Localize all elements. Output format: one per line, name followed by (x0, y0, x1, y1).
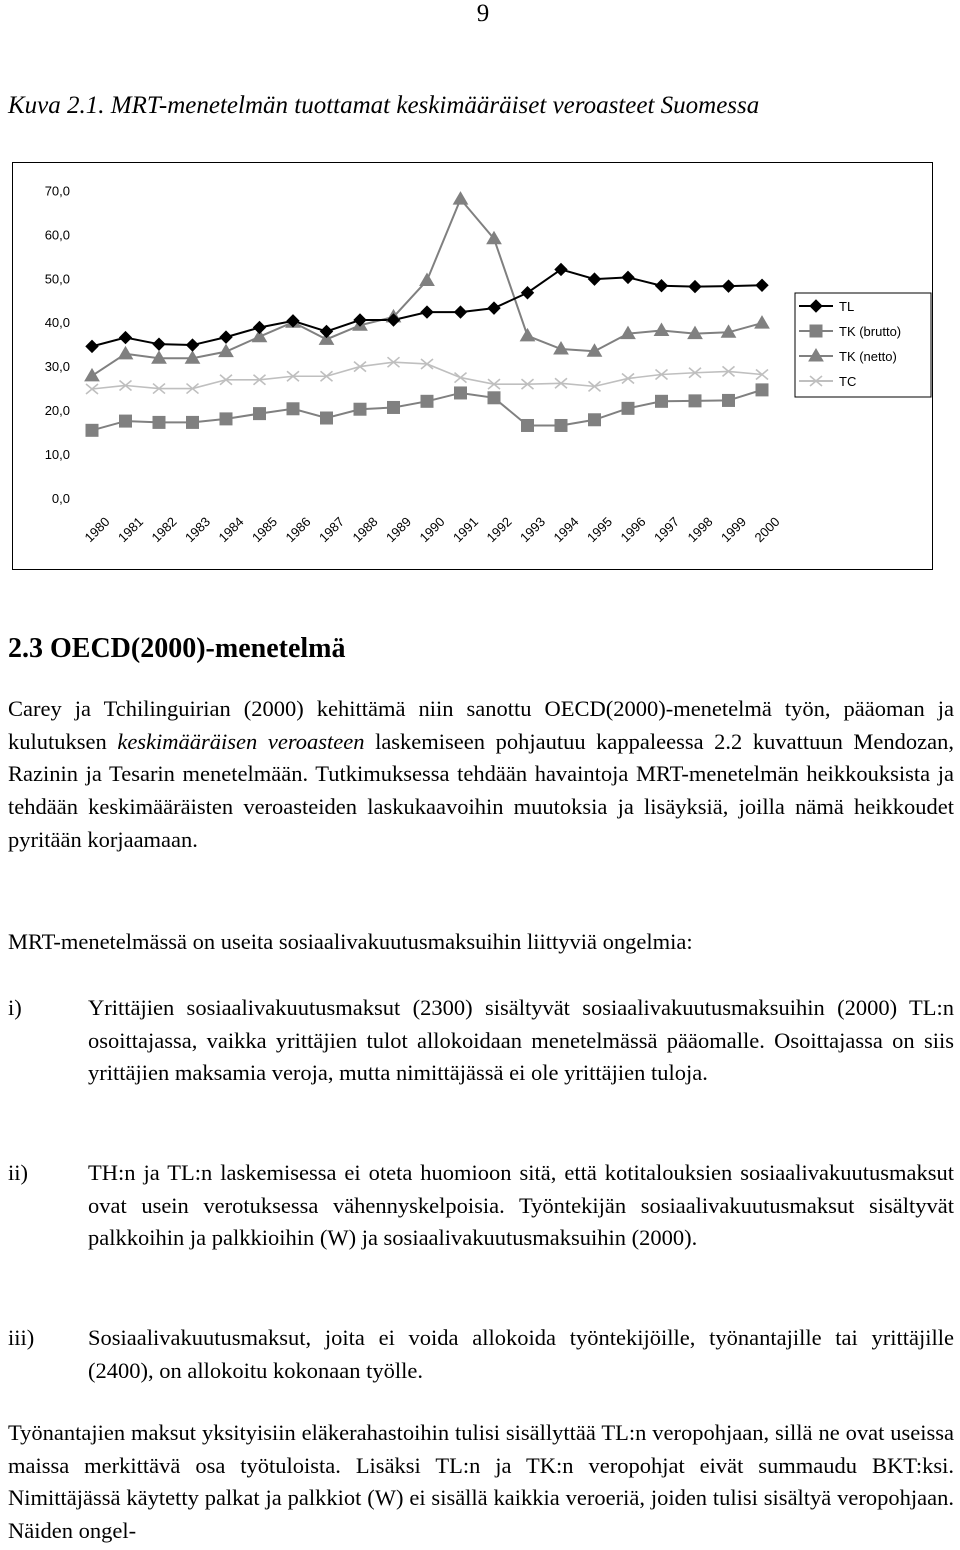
line-chart (13, 163, 934, 571)
list-marker-ii: ii) (8, 1160, 28, 1185)
x-tick-label: 1989 (383, 514, 415, 546)
y-tick-label: 40,0 (44, 315, 70, 331)
x-tick-label: 1994 (550, 514, 582, 546)
data-point (488, 302, 500, 314)
data-point (755, 316, 769, 328)
figure-caption: Kuva 2.1. MRT-menetelmän tuottamat keskimääräiset veroasteet Suomessa (8, 92, 760, 119)
paragraph-1 (8, 693, 954, 857)
data-point (153, 416, 165, 428)
data-point (119, 347, 133, 359)
legend-label: TL (839, 299, 855, 314)
x-tick-label: 1983 (182, 514, 214, 546)
x-tick-label: 1986 (282, 514, 314, 546)
data-point (220, 331, 232, 343)
data-point (522, 419, 534, 431)
y-tick-label: 10,0 (44, 447, 70, 463)
data-point (254, 321, 266, 333)
paragraph-2: MRT-menetelmässä on useita sosiaalivakuutusmaksuihin liittyviä ongelmia: (8, 929, 693, 954)
data-point (153, 338, 165, 350)
data-point (321, 325, 333, 337)
x-tick-label: 1999 (718, 514, 750, 546)
x-tick-label: 1982 (148, 514, 180, 546)
data-point (220, 413, 232, 425)
list-marker-iii: iii) (8, 1325, 35, 1350)
x-tick-label: 1997 (651, 514, 683, 546)
data-point (589, 414, 601, 426)
data-point (656, 395, 668, 407)
x-tick-label: 1988 (349, 514, 381, 546)
data-point (589, 273, 601, 285)
data-point (219, 345, 233, 357)
x-tick-label: 1990 (416, 514, 448, 546)
section-heading: 2.3 OECD(2000)-menetelmä (8, 633, 346, 664)
data-point (555, 263, 567, 275)
data-point (689, 281, 701, 293)
y-tick-label: 0,0 (51, 491, 70, 506)
x-tick-label: 2000 (751, 514, 783, 546)
data-point (85, 369, 99, 381)
chart-frame (12, 162, 933, 570)
legend-label: TC (839, 374, 857, 389)
legend-label: TK (brutto) (839, 324, 902, 339)
data-point (488, 392, 500, 404)
y-tick-label: 50,0 (44, 271, 70, 287)
x-tick-label: 1980 (81, 514, 113, 546)
chart-legend (795, 293, 931, 397)
data-point (421, 306, 433, 318)
x-tick-label: 1987 (316, 514, 348, 546)
data-point (388, 314, 400, 326)
x-tick-label: 1995 (584, 514, 616, 546)
data-point (86, 340, 98, 352)
x-tick-label: 1984 (215, 514, 247, 546)
data-point (521, 329, 535, 341)
data-point (86, 424, 98, 436)
data-point (555, 419, 567, 431)
x-tick-label: 1993 (517, 514, 549, 546)
data-point (622, 271, 634, 283)
list-text-i: Yrittäjien sosiaalivakuutusmaksut (2300) sisältyvät sosiaalivakuutusmaksuihin (2000) TL:n osoittajassa, vaikka yrittäjien tulot allokoidaan menetelmässä pääomalle. Osoittajassa on siis yrittäjien maksamia veroja, mutta nimittäjässä ei ole yrittäjien tuloja. (88, 995, 954, 1086)
data-point (287, 403, 299, 415)
data-point (622, 402, 634, 414)
y-tick-label: 70,0 (44, 183, 70, 199)
data-point (254, 408, 266, 420)
data-point (723, 280, 735, 292)
data-point (656, 280, 668, 292)
data-point (723, 394, 735, 406)
data-point (420, 273, 434, 285)
data-point (689, 395, 701, 407)
list-text-ii: TH:n ja TL:n laskemisessa ei oteta huomioon sitä, että kotitalouksien sosiaalivakuutusmaksut ovat usein verotuksessa vähennyskelpoisia. Työntekijän sosiaalivakuutusmaksut sisältyvät palkkoihin ja palkkioihin (W) ja sosiaalivakuutusmaksuihin (2000). (88, 1160, 954, 1251)
paragraph-3: Työnantajien maksut yksityisiin eläkerahastoihin tulisi sisällyttää TL:n veropohjaan, sillä ne ovat useissa maissa merkittävä osa työtuloista. Lisäksi TL:n ja TK:n veropohjat eivät summaudu BKT:ksi. Nimittäjässä käytetty palkat ja palkkiot (W) ei sisällä kaikkia veroeriä, joiden tulisi sisältyä veropohjaan. Näiden ongel- (8, 1420, 954, 1544)
paragraph-1-emphasis: keskimääräisen veroasteen (117, 728, 365, 754)
data-point (187, 416, 199, 428)
series-line-tc (92, 362, 762, 389)
y-tick-label: 20,0 (44, 403, 70, 419)
data-point (455, 373, 467, 383)
data-point (455, 387, 467, 399)
data-point (120, 332, 132, 344)
x-tick-label: 1996 (617, 514, 649, 546)
x-tick-label: 1998 (684, 514, 716, 546)
data-point (421, 395, 433, 407)
list-marker-i: i) (8, 995, 22, 1020)
data-point (354, 403, 366, 415)
data-point (321, 412, 333, 424)
x-tick-label: 1992 (483, 514, 515, 546)
data-point (388, 401, 400, 413)
x-tick-label: 1985 (249, 514, 281, 546)
legend-label: TK (netto) (839, 349, 897, 364)
paragraph-1-text-b: laskemiseen pohjautuu kappaleessa 2.2 kuvattuun Mendozan, Razinin ja Tesarin menetelmään. Tutkimuksessa tehdään havaintoja MRT-menetelmän heikkouksista ja tehdään keskimääräisten veroasteiden laskukaavoihin muutoksia ja lisäyksiä, joilla nämä heikkoudet pyritään korjaamaan. (8, 728, 955, 852)
page-number: 9 (476, 0, 490, 27)
data-point (756, 279, 768, 291)
y-tick-label: 60,0 (44, 227, 70, 243)
data-point (120, 415, 132, 427)
x-tick-label: 1991 (450, 514, 482, 546)
data-point (522, 287, 534, 299)
data-point (454, 192, 468, 204)
data-point (187, 339, 199, 351)
x-tick-label: 1981 (115, 514, 147, 546)
data-point (455, 306, 467, 318)
data-point (810, 325, 822, 337)
list-text-iii: Sosiaalivakuutusmaksut, joita ei voida allokoida työntekijöille, työnantajille tai yrittäjille (2400), on allokoitu kokonaan työlle. (88, 1325, 954, 1383)
paragraph-1-text-a: Carey ja Tchilinguirian (2000) kehittämä niin sanottu OECD(2000)-menetelmä työn, pääoman ja kulutuksen (8, 696, 954, 754)
data-point (655, 324, 669, 336)
y-tick-label: 30,0 (44, 359, 70, 375)
data-point (756, 384, 768, 396)
